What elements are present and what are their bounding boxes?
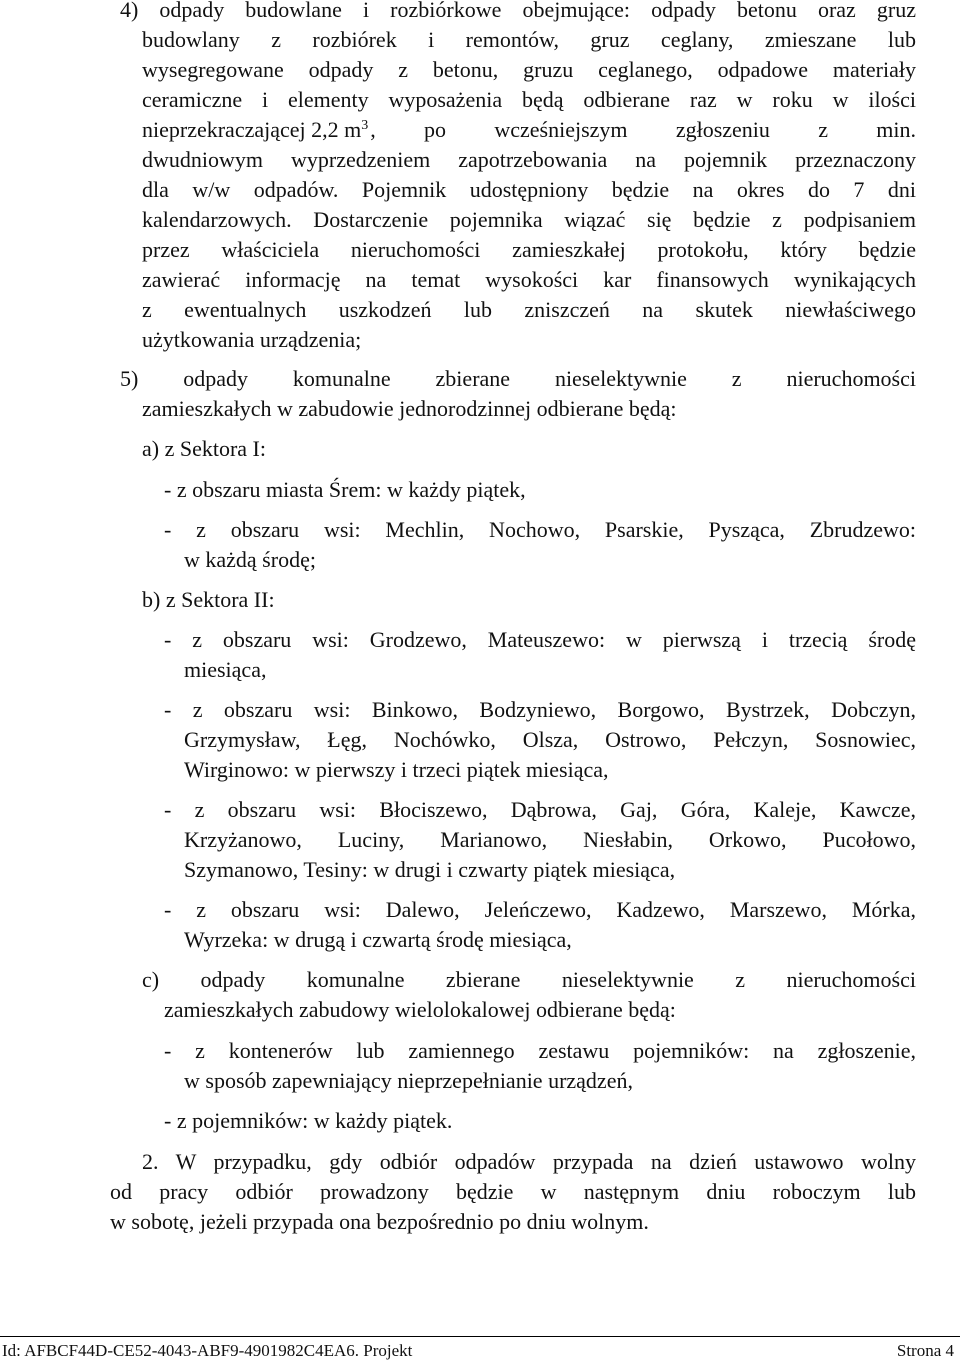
schedule-entry: - z pojemników: w każdy piątek.	[164, 1108, 453, 1133]
text-line: w sobotę, jeżeli przypada ona bezpośrednio po dniu wolnym.	[110, 1209, 649, 1234]
text-line: przez właściciela nieruchomości zamieszkałej protokołu, który będzie	[142, 237, 916, 262]
schedule-entry: - z obszaru miasta Śrem: w każdy piątek,	[164, 477, 526, 502]
text-line: budowlany z rozbiórek i remontów, gruz ceglany, zmieszane lub	[142, 27, 916, 52]
schedule-entry: - z kontenerów lub zamiennego zestawu pojemników: na zgłoszenie,	[164, 1038, 916, 1063]
text-line-rest: , po wcześniejszym zgłoszeniu z min.	[370, 117, 916, 142]
schedule-entry: - z obszaru wsi: Błociszewo, Dąbrowa, Gaj, Góra, Kaleje, Kawcze,	[164, 797, 916, 822]
schedule-entry: - z obszaru wsi: Binkowo, Bodzyniewo, Borgowo, Bystrzek, Dobczyn,	[164, 697, 916, 722]
page-number: Strona 4	[896, 1341, 954, 1360]
schedule-entry-continued: Szymanowo, Tesiny: w drugi i czwarty piątek miesiąca,	[184, 857, 676, 882]
text-line: od pracy odbiór prowadzony będzie w następnym dniu roboczym lub	[110, 1179, 916, 1204]
text-line: dwudniowym wyprzedzeniem zapotrzebowania na pojemnik przeznaczony	[142, 147, 916, 172]
text-line: 2. W przypadku, gdy odbiór odpadów przypada na dzień ustawowo wolny	[142, 1149, 916, 1174]
schedule-entry: - z obszaru wsi: Grodzewo, Mateuszewo: w pierwszą i trzecią środę	[164, 627, 916, 652]
schedule-entry: - z obszaru wsi: Mechlin, Nochowo, Psarskie, Pysząca, Zbrudzewo:	[164, 517, 916, 542]
text-line: 4) odpady budowlane i rozbiórkowe obejmujące: odpady betonu oraz gruz	[120, 0, 916, 22]
footer-divider	[0, 1336, 960, 1337]
text-line: kalendarzowych. Dostarczenie pojemnika wiązać się będzie z podpisaniem	[142, 207, 916, 232]
sector-c-heading: c) odpady komunalne zbierane nieselektywnie z nieruchomości	[142, 967, 916, 992]
sector-a-heading: a) z Sektora I:	[142, 436, 266, 461]
sector-b-heading: b) z Sektora II:	[142, 587, 275, 612]
text-line: zamieszkałych zabudowy wielolokalowej odbierane będą:	[164, 997, 676, 1022]
schedule-entry-continued: Wyrzeka: w drugą i czwartą środę miesiąca,	[184, 927, 572, 952]
text-line: zawierać informację na temat wysokości kar finansowych wynikających	[142, 267, 916, 292]
schedule-entry-continued: miesiąca,	[184, 657, 267, 682]
schedule-entry-continued: w sposób zapewniający nieprzepełnianie urządzeń,	[184, 1068, 633, 1093]
schedule-entry-continued: Wirginowo: w pierwszy i trzeci piątek miesiąca,	[184, 757, 609, 782]
schedule-entry-continued: Krzyżanowo, Luciny, Marianowo, Niesłabin, Orkowo, Pucołowo,	[184, 827, 916, 852]
text-line: ceramiczne i elementy wyposażenia będą odbierane raz w roku w ilości	[142, 87, 916, 112]
text-line: zamieszkałych w zabudowie jednorodzinnej odbierane będą:	[142, 396, 677, 421]
text-line: 5) odpady komunalne zbierane nieselektywnie z nieruchomości	[120, 366, 916, 391]
text-line	[142, 117, 916, 143]
text-line: z ewentualnych uszkodzeń lub zniszczeń na skutek niewłaściwego	[142, 297, 916, 322]
superscript-3: 3	[361, 118, 369, 133]
document-id: Id: AFBCF44D-CE52-4043-ABF9-4901982C4EA6. Projekt	[2, 1341, 413, 1360]
text-line: użytkowania urządzenia;	[142, 327, 362, 352]
text-line: dla w/w odpadów. Pojemnik udostępniony będzie na okres do 7 dni	[142, 177, 916, 202]
schedule-entry-continued: w każdą środę;	[184, 547, 316, 572]
text-line: wysegregowane odpady z betonu, gruzu ceglanego, odpadowe materiały	[142, 57, 916, 82]
schedule-entry: - z obszaru wsi: Dalewo, Jeleńczewo, Kadzewo, Marszewo, Mórka,	[164, 897, 916, 922]
schedule-entry-continued: Grzymysław, Łęg, Nochówko, Olsza, Ostrowo, Pełczyn, Sosnowiec,	[184, 727, 916, 752]
volume-text: nieprzekraczającej 2,2 $m^3$	[142, 117, 369, 142]
